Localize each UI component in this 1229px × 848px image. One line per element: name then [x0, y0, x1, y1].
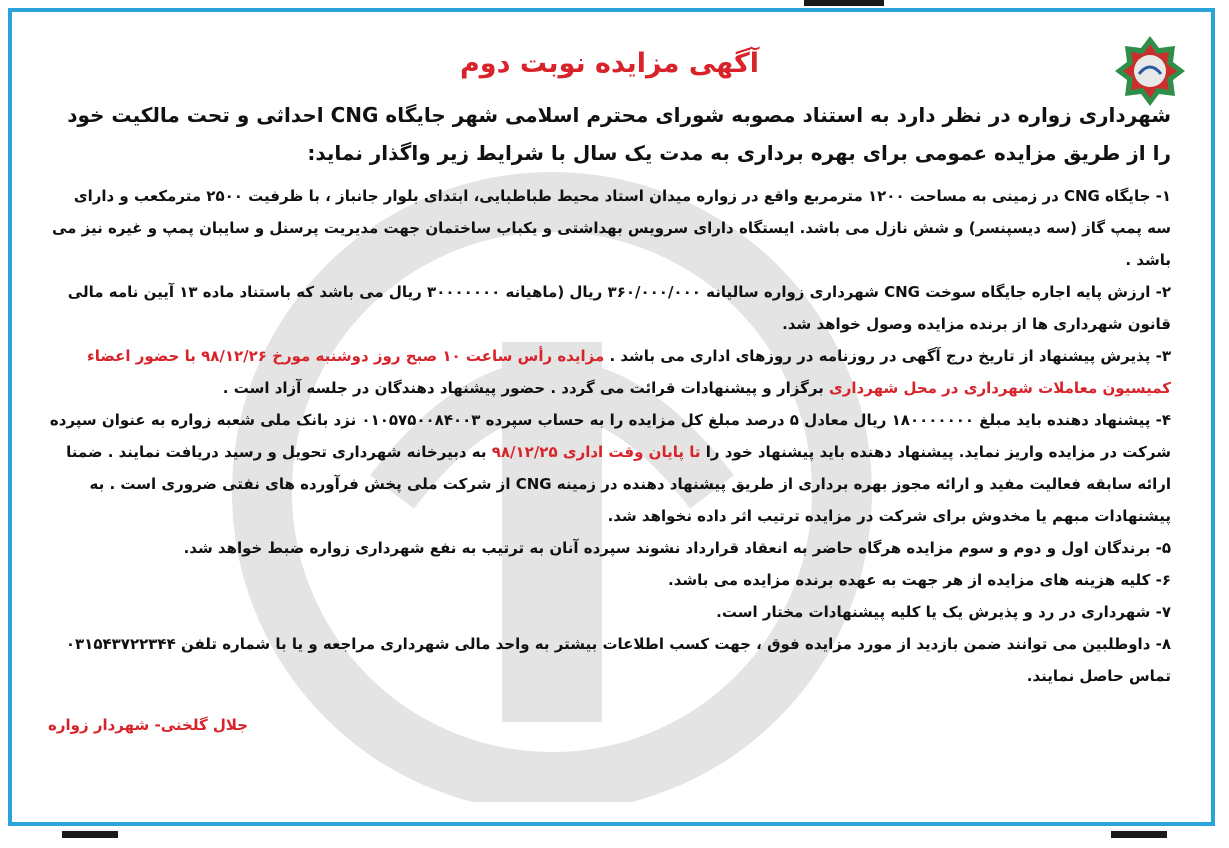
top-decor-bar-left	[850, 0, 856, 6]
condition-item-7: ۷- شهرداری در رد و پذیرش یک یا کلیه پیشنهادات مختار است.	[716, 603, 1171, 621]
signature: جلال گلخنی- شهردار زواره	[48, 716, 249, 734]
item-4-deadline: تا پایان وقت اداری ۹۸/۱۲/۲۵	[491, 443, 701, 461]
item-3-text-b: برگزار و پیشنهادات قرائت می گردد . حضور پیشنهاد دهندگان در جلسه آزاد است .	[222, 379, 824, 397]
item-4-text-b: به دبیرخانه شهرداری تحویل و رسید دریافت نمایند . ضمنا ارائه سابقه فعالیت مفید و ارائه مجوز بهره برداری از طریق پیشنهاد دهنده در زمینه CNG از شرکت ملی پخش فرآورده های نفتی ضروری است . به پیشنهادات مبهم یا مخدوش برای شرکت در مزایده ترتیب اثر داده نخواهد شد.	[66, 443, 1171, 525]
top-decor-bar-right	[804, 0, 884, 6]
item-3-auction-time: مزایده رأس ساعت ۱۰ صبح روز دوشنبه مورخ ۹۸/۱۲/۲۶ با حضور اعضاء کمیسیون معاملات شهرداری در محل شهرداری	[87, 347, 1171, 397]
notice-title: آگهی مزایده نوبت دوم	[460, 48, 759, 79]
condition-item-1: ۱- جایگاه CNG در زمینی به مساحت ۱۲۰۰ مترمربع واقع در زواره میدان استاد محیط طباطبایی، ابتدای بلوار جانباز ، با ظرفیت ۲۵۰۰ مترمکعب و دارای سه پمپ گاز (سه دیسپنسر) و شش نازل می باشد. ایستگاه دارای سرویس بهداشتی و یکباب ساختمان جهت مدیریت پرسنل و سایبان پمپ و غیره نیز می باشد .	[51, 187, 1171, 269]
condition-item-3	[48, 340, 1171, 404]
intro-line-1: شهرداری زواره در نظر دارد به استناد مصوبه شورای محترم اسلامی شهر جایگاه CNG احداثی و تحت مالکیت خود	[67, 103, 1171, 127]
condition-item-5: ۵- برندگان اول و دوم و سوم مزایده هرگاه حاضر به انعقاد قرارداد نشوند سپرده آنان به ترتیب به نفع شهرداری زواره ضبط خواهد شد.	[183, 539, 1171, 557]
condition-item-4	[48, 404, 1171, 532]
intro-line-2: را از طریق مزایده عمومی برای بهره برداری به مدت یک سال با شرایط زیر واگذار نماید:	[307, 141, 1171, 165]
condition-item-6: ۶- کلیه هزینه های مزایده از هر جهت به عهده برنده مزایده می باشد.	[668, 571, 1171, 589]
condition-item-8: ۸- داوطلبین می توانند ضمن بازدید از مورد مزایده فوق ، جهت کسب اطلاعات بیشتر به واحد مالی شهرداری مراجعه و یا با شماره تلفن ۰۳۱۵۴۳۷۲۲۳۴۴ تماس حاصل نمایند.	[65, 635, 1171, 685]
condition-item-2: ۲- ارزش پایه اجاره جایگاه سوخت CNG شهرداری زواره سالیانه ۳۶۰/۰۰۰/۰۰۰ ریال (ماهیانه ۳۰۰۰۰۰۰۰ ریال می باشد که باستناد ماده ۱۳ آیین نامه مالی قانون شهرداری ها از برنده مزایده وصول خواهد شد.	[67, 283, 1171, 333]
item-3-text-a: ۳- پذیرش پیشنهاد از تاریخ درج آگهی در روزنامه در روزهای اداری می باشد .	[609, 347, 1171, 365]
notice-content	[48, 42, 1171, 734]
item-4-text-a: ۴- پیشنهاد دهنده باید مبلغ ۱۸۰۰۰۰۰۰۰ ریال معادل ۵ درصد مبلغ کل مزایده را به حساب سپرده ۰۱۰۵۷۵۰۰۸۴۰۰۳ نزد بانک ملی شعبه زواره به عنوان سپرده شرکت در مزایده واریز نماید. پیشنهاد دهنده باید پیشنهاد خود را	[49, 411, 1171, 461]
bottom-decor-bar-left	[62, 831, 118, 838]
notice-frame	[8, 8, 1215, 826]
bottom-decor-bar-right	[1111, 831, 1167, 838]
